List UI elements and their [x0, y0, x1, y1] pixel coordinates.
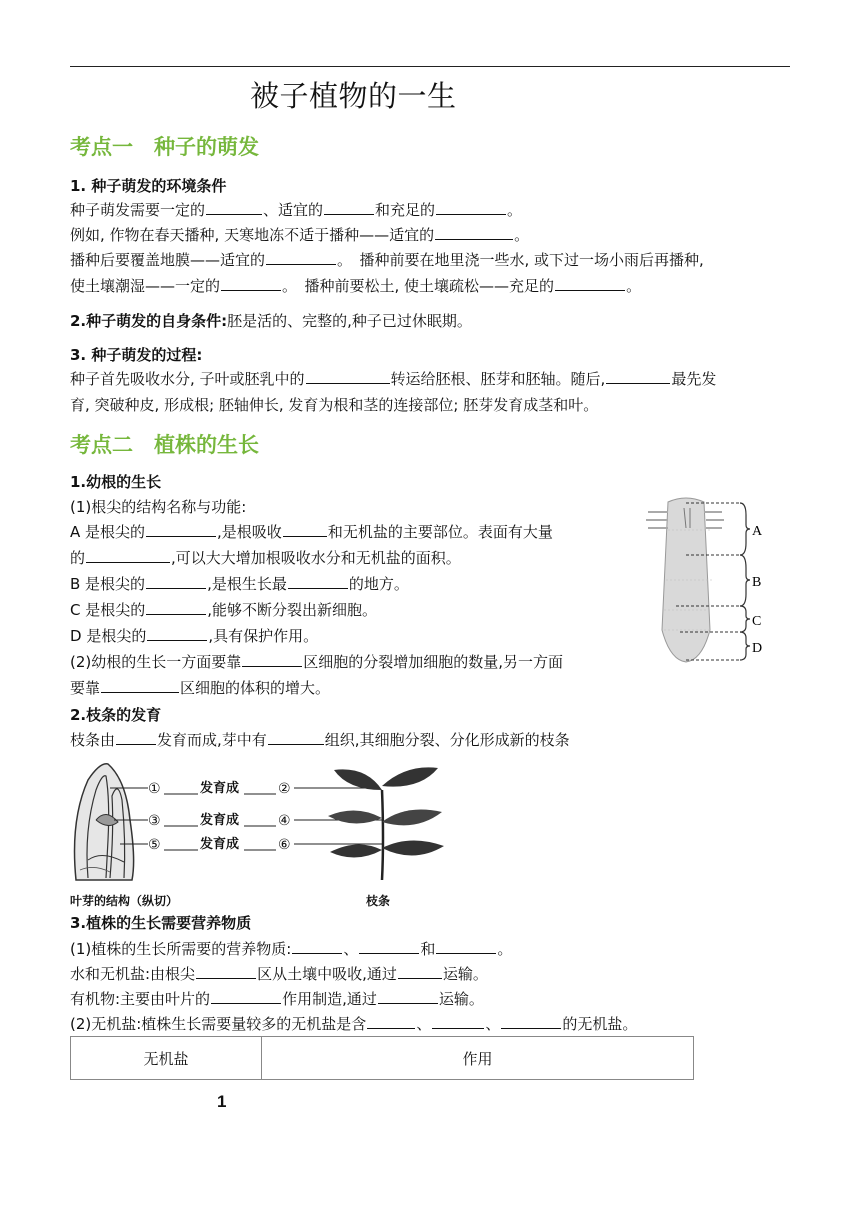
subheading-nutrients: 3.植株的生长需要营养物质	[70, 914, 252, 932]
self-conditions-line: 2.种子萌发的自身条件:胚是活的、完整的,种子已过休眠期。	[70, 312, 472, 330]
root-label-c: C	[752, 614, 762, 629]
bud-row-1-verb: 发育成	[200, 781, 240, 796]
subheading-branch-development: 2.枝条的发育	[70, 706, 162, 724]
fill-blank[interactable]	[196, 964, 256, 979]
fill-blank[interactable]	[378, 989, 438, 1004]
fill-blank[interactable]	[292, 939, 342, 954]
fill-blank[interactable]	[359, 939, 419, 954]
bud-row-3-from: ⑤	[148, 837, 161, 853]
text-line: 要靠 区细胞的体积的增大。	[70, 679, 331, 697]
fill-blank[interactable]	[268, 730, 324, 745]
bud-row-2-to: ④	[278, 813, 291, 829]
text-line: 枝条由 发育而成,芽中有 组织,其细胞分裂、分化形成新的枝条	[70, 731, 570, 749]
page-number: 1	[217, 1092, 227, 1111]
fill-blank[interactable]	[367, 1014, 415, 1029]
text-line: 播种后要覆盖地膜——适宜的 。 播种前要在地里浇一些水, 或下过一场小雨后再播种,	[70, 251, 704, 269]
text-line: (2)无机盐:植株生长需要量较多的无机盐是含 、 、 的无机盐。	[70, 1015, 638, 1033]
fill-blank[interactable]	[283, 522, 327, 537]
bud-row-2-verb: 发育成	[200, 813, 240, 828]
text-line: 有机物:主要由叶片的 作用制造,通过 运输。	[70, 990, 484, 1008]
fill-blank[interactable]	[432, 1014, 484, 1029]
table-header-minerals: 无机盐	[71, 1037, 262, 1080]
text-line: (1)植株的生长所需要的营养物质: 、 和 。	[70, 940, 513, 958]
fill-blank[interactable]	[211, 989, 281, 1004]
fill-blank[interactable]	[435, 225, 513, 240]
text-line: 的 ,可以大大增加根吸收水分和无机盐的面积。	[70, 549, 461, 567]
fill-blank[interactable]	[242, 652, 302, 667]
fill-blank[interactable]	[555, 276, 625, 291]
section-heading-plant-growth: 考点二 植株的生长	[70, 433, 259, 457]
table-header-row	[71, 1037, 694, 1080]
fill-blank[interactable]	[266, 250, 336, 265]
root-tip-diagram	[640, 490, 770, 670]
top-rule	[70, 66, 790, 67]
fill-blank[interactable]	[501, 1014, 561, 1029]
bud-row-1-from: ①	[148, 781, 161, 797]
text-line: 例如, 作物在春天播种, 天寒地冻不适于播种——适宜的 。	[70, 226, 530, 244]
caption-branch: 枝条	[366, 894, 391, 908]
fill-blank[interactable]	[206, 200, 262, 215]
fill-blank[interactable]	[324, 200, 374, 215]
fill-blank[interactable]	[146, 574, 206, 589]
text-line: C 是根尖的 ,能够不断分裂出新细胞。	[70, 601, 378, 619]
fill-blank[interactable]	[86, 548, 170, 563]
fill-blank[interactable]	[147, 626, 207, 641]
subheading-environment-conditions: 1. 种子萌发的环境条件	[70, 177, 227, 195]
text-line: B 是根尖的 ,是根生长最 的地方。	[70, 575, 409, 593]
text-line: 种子首先吸收水分, 子叶或胚乳中的 转运给胚根、胚芽和胚轴。随后, 最先发	[70, 370, 717, 388]
text-line: (1)根尖的结构名称与功能:	[70, 498, 247, 516]
bud-row-2-from: ③	[148, 813, 161, 829]
text-line: 种子萌发需要一定的 、适宜的 和充足的 。	[70, 201, 523, 219]
fill-blank[interactable]	[606, 369, 670, 384]
text-line: D 是根尖的 ,具有保护作用。	[70, 627, 319, 645]
fill-blank[interactable]	[146, 522, 216, 537]
subheading-root-growth: 1.幼根的生长	[70, 473, 162, 491]
page-title: 被子植物的一生	[250, 79, 457, 113]
fill-blank[interactable]	[288, 574, 348, 589]
text-line: 水和无机盐:由根尖 区从土壤中吸收,通过 运输。	[70, 965, 488, 983]
bud-row-3-to: ⑥	[278, 837, 291, 853]
bud-branch-diagram	[66, 760, 456, 890]
fill-blank[interactable]	[436, 939, 496, 954]
bud-row-1-to: ②	[278, 781, 291, 797]
bud-row-3-verb: 发育成	[200, 837, 240, 852]
root-label-d: D	[752, 641, 763, 656]
fill-blank[interactable]	[398, 964, 442, 979]
fill-blank[interactable]	[221, 276, 281, 291]
subheading-germination-process: 3. 种子萌发的过程:	[70, 346, 203, 364]
text-line: 使土壤潮湿——一定的 。 播种前要松土, 使土壤疏松——充足的 。	[70, 277, 642, 295]
text-line: (2)幼根的生长一方面要靠 区细胞的分裂增加细胞的数量,另一方面	[70, 653, 564, 671]
root-label-a: A	[752, 524, 763, 539]
leaf-bud-illustration	[75, 764, 134, 880]
branch-illustration	[328, 767, 444, 880]
fill-blank[interactable]	[116, 730, 156, 745]
fill-blank[interactable]	[436, 200, 506, 215]
section-heading-seed-germination: 考点一 种子的萌发	[70, 135, 259, 159]
text-line: A 是根尖的 ,是根吸收 和无机盐的主要部位。表面有大量	[70, 523, 553, 541]
caption-leaf-bud: 叶芽的结构（纵切）	[70, 894, 179, 908]
fill-blank[interactable]	[146, 600, 206, 615]
root-label-b: B	[752, 575, 762, 590]
fill-blank[interactable]	[306, 369, 390, 384]
text-line: 育, 突破种皮, 形成根; 胚轴伸长, 发育为根和茎的连接部位; 胚芽发育成茎和叶。	[70, 396, 599, 414]
minerals-table	[70, 1036, 694, 1080]
table-header-function: 作用	[262, 1037, 694, 1080]
fill-blank[interactable]	[101, 678, 179, 693]
